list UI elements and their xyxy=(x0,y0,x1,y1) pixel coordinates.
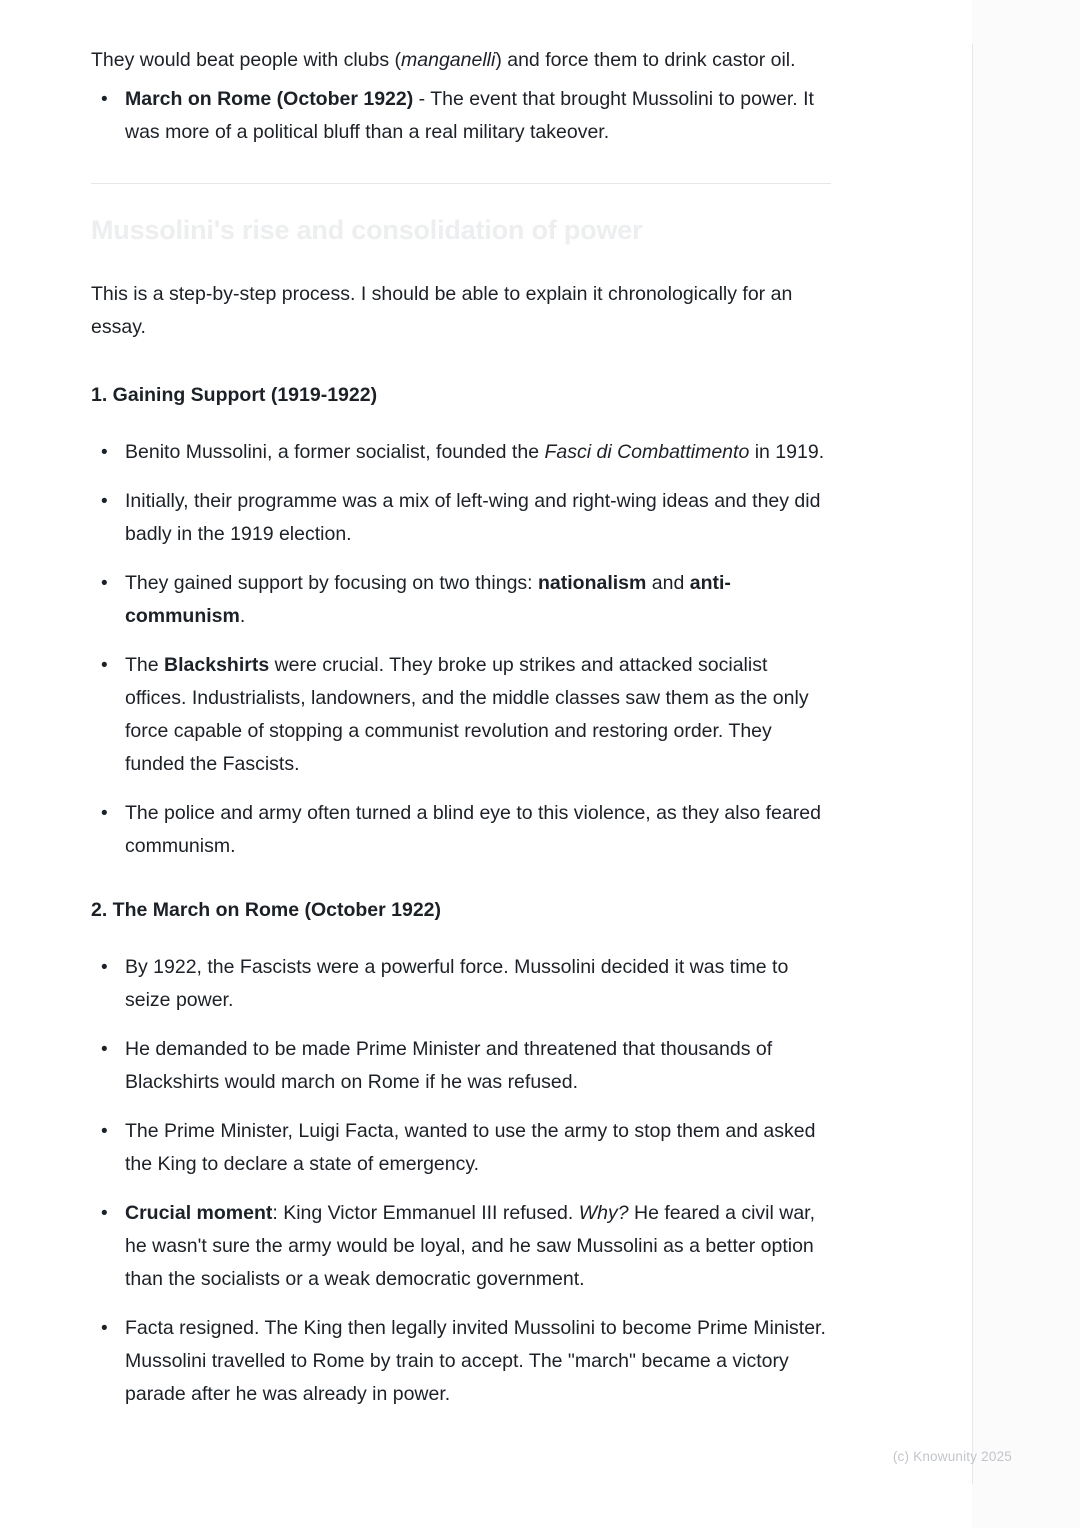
subsection-heading-1: 1. Gaining Support (1919-1922) xyxy=(91,384,378,406)
bullet-text: The Prime Minister, Luigi Facta, wanted to use the army to stop them and asked the King to declare a state of emergency. xyxy=(125,1120,816,1175)
list-item xyxy=(125,1033,831,1099)
page-margin-rule xyxy=(972,44,973,1484)
bullet-text-2: and xyxy=(646,572,690,594)
continued-paragraph xyxy=(91,44,831,77)
bullet-text-1: Benito Mussolini, a former socialist, founded the xyxy=(125,441,545,463)
bullet-italic-1: Why? xyxy=(578,1202,629,1224)
list-item xyxy=(125,436,831,469)
bullet-text-3: He feared a civil war, he wasn't sure the army would be loyal, and he saw Mussolini as a better option than the socialists or a weak democratic government. xyxy=(125,1202,816,1290)
bullet-italic-1: Fasci di Combattimento xyxy=(544,441,750,463)
bullet-text: By 1922, the Fascists were a powerful force. Mussolini decided it was time to seize power. xyxy=(125,956,789,1011)
page-right-margin xyxy=(972,0,1080,1528)
list-item xyxy=(125,83,831,149)
bullet-text: He demanded to be made Prime Minister and threatened that thousands of Blackshirts would march on Rome if he was refused. xyxy=(125,1038,773,1093)
list-item xyxy=(125,1312,831,1411)
continued-text-after: ) and force them to drink castor oil. xyxy=(495,49,796,71)
list-item xyxy=(125,951,831,1017)
bullet-text-3: . xyxy=(239,605,246,627)
bullet-rest: - The event that brought Mussolini to power. It was more of a political bluff than a real military takeover. xyxy=(125,88,814,143)
continued-text-before: They would beat people with clubs ( xyxy=(91,49,402,71)
subsection-heading-2: 2. The March on Rome (October 1922) xyxy=(91,899,442,921)
bullet-bold-1: Blackshirts xyxy=(164,654,270,676)
list-item xyxy=(125,649,831,781)
lead-paragraph: This is a step-by-step process. I should be able to explain it chronologically for an essay. xyxy=(91,283,793,338)
bullet-bold-2: anti-communism xyxy=(125,572,731,627)
bullet-text-1: The xyxy=(125,654,165,676)
bullet-text: The police and army often turned a blind eye to this violence, as they also feared communism. xyxy=(125,802,821,857)
subsection-2-bullet-list xyxy=(91,951,831,1411)
bullet-bold-lead: March on Rome (October 1922) xyxy=(125,88,414,110)
copyright-watermark: (c) Knowunity 2025 xyxy=(892,1449,1012,1464)
bullet-text-1: They gained support by focusing on two things: xyxy=(125,572,539,594)
bullet-text: Facta resigned. The King then legally invited Mussolini to become Prime Minister. Mussolini travelled to Rome by train to accept. The "march" became a victory parade after he was already in power. xyxy=(125,1317,826,1405)
list-item xyxy=(125,567,831,633)
list-item xyxy=(125,797,831,863)
list-item xyxy=(125,1115,831,1181)
list-item xyxy=(125,1197,831,1296)
bullet-bold-1: nationalism xyxy=(538,572,647,594)
bullet-text-2: : King Victor Emmanuel III refused. xyxy=(272,1202,579,1224)
bullet-text-2: in 1919. xyxy=(749,441,825,463)
bullet-bold-1: Crucial moment xyxy=(125,1202,273,1224)
subsection-1-bullet-list xyxy=(91,436,831,863)
bullet-text: Initially, their programme was a mix of left-wing and right-wing ideas and they did badly in the 1919 election. xyxy=(125,490,821,545)
section-heading: Mussolini's rise and consolidation of power xyxy=(91,215,643,245)
section-divider xyxy=(91,183,831,184)
bullet-text-2: were crucial. They broke up strikes and attacked socialist offices. Industrialists, landowners, and the middle classes saw them as the only force capable of stopping a communist revolution and restoring order. They funded the Fascists. xyxy=(125,654,809,775)
top-bullet-list xyxy=(91,83,831,149)
continued-italic-term: manganelli xyxy=(401,49,496,71)
document-content xyxy=(91,44,831,1427)
list-item xyxy=(125,485,831,551)
